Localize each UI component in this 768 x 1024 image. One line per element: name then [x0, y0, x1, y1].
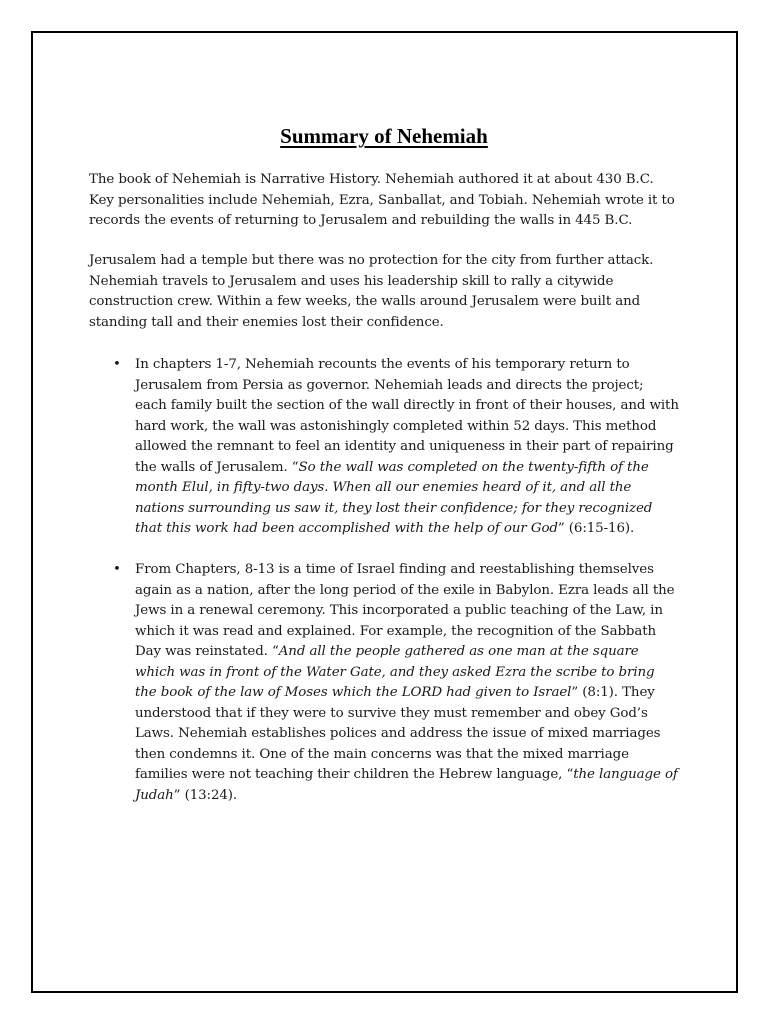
bullet-item-chapters-8-13	[89, 560, 679, 806]
bullet-item-chapters-1-7	[89, 355, 679, 540]
scripture-quote: So the wall was completed on the twenty-fifth of the month Elul, in fifty-two days. When all our enemies heard of it, and all the nations surrounding us saw it, they lost their confidence; for they recognized that this work had been accomplished with the help of our God	[135, 459, 653, 536]
scripture-quote-short: the language of Judah	[135, 767, 678, 803]
bullet-list	[89, 355, 679, 806]
bullet-marker: •	[113, 357, 121, 372]
bullet-text-end: ” (6:15-16).	[557, 521, 635, 536]
bullet-marker: •	[113, 562, 121, 577]
document-title: Summary of Nehemiah	[280, 124, 488, 148]
bullet-text-middle: ” (8:1). They understood that if they were to survive they must remember and obey God’s Laws. Nehemiah establishes polices and address the issue of mixed marriages then condemns it. One of the main concerns was that the mixed marriage families were not teaching their children the Hebrew language, “	[135, 685, 661, 782]
bullet-text: From Chapters, 8-13 is a time of Israel finding and reestablishing themselves again as a nation, after the long period of the exile in Babylon. Ezra leads all the Jews in a renewal ceremony. This incorporated a public teaching of the Law, in which it was read and explained. For example, the recognition of the Sabbath Day was reinstated. “	[135, 562, 675, 659]
bullet-text-end: ” (13:24).	[173, 787, 238, 803]
scripture-quote: And all the people gathered as one man at the square which was in front of the Water Gate, and they asked Ezra the scribe to bring the book of the law of Moses which the LORD had given to Israel	[135, 644, 655, 700]
intro-paragraph: The book of Nehemiah is Narrative History. Nehemiah authored it at about 430 B.C. Key personalities include Nehemiah, Ezra, Sanballat, and Tobiah. Nehemiah wrote it to records the events of returning to Jerusalem and rebuilding the walls in 445 B.C.	[89, 172, 675, 228]
bullet-text: In chapters 1-7, Nehemiah recounts the events of his temporary return to Jerusalem from Persia as governor. Nehemiah leads and directs the project; each family built the section of the wall directly in front of their houses, and with hard work, the wall was astonishingly completed within 52 days. This method allowed the remnant to feel an identity and uniqueness in their part of repairing the walls of Jerusalem. “	[135, 357, 679, 475]
context-paragraph: Jerusalem had a temple but there was no protection for the city from further attack. Nehemiah travels to Jerusalem and uses his leadership skill to rally a citywide construction crew. Within a few weeks, the walls around Jerusalem were built and standing tall and their enemies lost their confidence.	[89, 253, 654, 330]
